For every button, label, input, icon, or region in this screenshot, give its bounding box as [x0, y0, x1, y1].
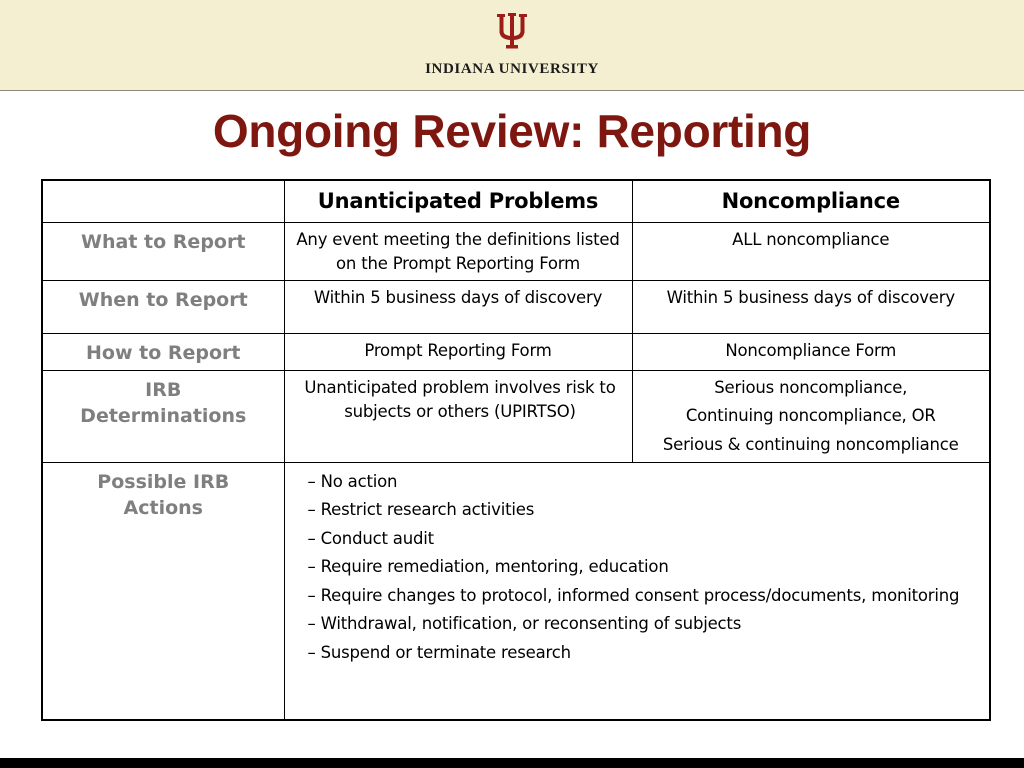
action-item: – Suspend or terminate research	[307, 642, 571, 662]
empty-header-cell	[42, 180, 284, 222]
action-item: – Withdrawal, notification, or reconsenting of subjects	[307, 614, 742, 633]
column-header-unanticipated: Unanticipated Problems	[284, 180, 632, 222]
row-label-when: When to Report	[42, 280, 284, 333]
determination-item: Serious noncompliance,	[714, 377, 908, 397]
cell-possible-actions	[284, 462, 990, 720]
header-banner	[0, 0, 1024, 91]
determination-item: Continuing noncompliance, OR	[685, 406, 936, 425]
cell-what-unanticipated: Any event meeting the definitions listed on the Prompt Reporting Form	[284, 222, 632, 280]
action-item: – Conduct audit	[307, 528, 434, 548]
cell-how-noncompliance: Noncompliance Form	[632, 333, 990, 370]
table-row	[42, 222, 990, 280]
action-item: – Require changes to protocol, informed consent process/documents, monitoring	[307, 585, 960, 605]
action-item: – Require remediation, mentoring, education	[307, 557, 669, 576]
cell-determinations-noncompliance	[632, 370, 990, 462]
table-row	[42, 462, 990, 720]
column-header-noncompliance: Noncompliance	[632, 180, 990, 222]
cell-when-unanticipated: Within 5 business days of discovery	[284, 280, 632, 333]
iu-trident-icon	[497, 13, 527, 51]
table-row	[42, 280, 990, 333]
cell-determinations-unanticipated: Unanticipated problem involves risk to subjects or others (UPIRTSO)	[284, 370, 632, 462]
row-label-how: How to Report	[42, 333, 284, 370]
action-item: – No action	[307, 471, 398, 491]
row-label-possible-actions: Possible IRB Actions	[42, 462, 284, 720]
table-row	[42, 333, 990, 370]
cell-how-unanticipated: Prompt Reporting Form	[284, 333, 632, 370]
table-header-row	[42, 180, 990, 222]
reporting-table	[41, 179, 991, 721]
row-label-what: What to Report	[42, 222, 284, 280]
cell-what-noncompliance: ALL noncompliance	[632, 222, 990, 280]
action-item: – Restrict research activities	[307, 500, 535, 519]
slide-title: Ongoing Review: Reporting	[212, 105, 812, 157]
bottom-bar	[0, 758, 1024, 768]
row-label-irb-determinations: IRB Determinations	[42, 370, 284, 462]
table-row	[42, 370, 990, 462]
university-name: INDIANA UNIVERSITY	[425, 61, 599, 77]
cell-when-noncompliance: Within 5 business days of discovery	[632, 280, 990, 333]
determination-item: Serious & continuing noncompliance	[662, 434, 959, 454]
